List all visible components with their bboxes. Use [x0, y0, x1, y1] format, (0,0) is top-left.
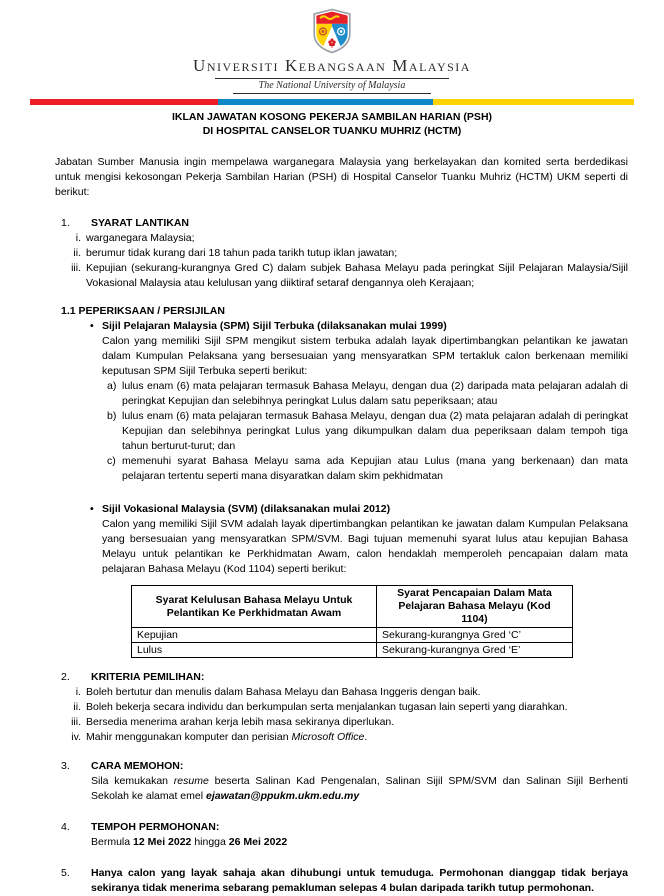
- list-marker: ii.: [73, 247, 81, 259]
- bullet-body: Calon yang memiliki Sijil SPM mengikut sistem terbuka adalah layak dipertimbangkan pelantikan ke jawatan dalam Kumpulan Pelaksana yang bersesuaian yang mensyaratkan SPM tertakluk calon berkenaan memiliki keputusan SPM Sijil Terbuka seperti berikut:: [102, 335, 628, 377]
- list-text: lulus enam (6) mata pelajaran termasuk Bahasa Melayu, dengan dua (2) daripada mata pelajaran adalah di peringkat Kepujian dan selebihnya peringkat Lulus dalam satu peperiksaan; atau: [122, 380, 628, 407]
- list-text: Bersedia menerima arahan kerja lebih masa sekiranya diperlukan.: [86, 716, 395, 728]
- table-header-cell: Syarat Kelulusan Bahasa Melayu Untuk Pelantikan Ke Perkhidmatan Awam: [132, 586, 377, 628]
- list-item: [55, 730, 628, 745]
- table-header-cell: Syarat Pencapaian Dalam Mata Pelajaran Bahasa Melayu (Kod 1104): [377, 586, 573, 628]
- intro-paragraph: Jabatan Sumber Manusia ingin mempelawa warganegara Malaysia yang berkelayakan dan komited serta berdedikasi untuk mengisi kekosongan Pekerja Sambilan Harian (PSH) di Hospital Canselor Tuanku Muhriz (HCTM) UKM seperti di berikut:: [55, 156, 628, 198]
- table-row: [132, 643, 573, 658]
- table-cell: Sekurang-kurangnya Gred ‘E’: [377, 643, 573, 658]
- bullet-icon: •: [90, 320, 94, 332]
- list-item: [102, 409, 628, 454]
- text-run: Sila kemukakan: [91, 775, 174, 787]
- list-text: [86, 730, 628, 745]
- text-run: beserta Salinan Kad Pengenalan, Salinan Sijil SPM/SVM dan Salinan Sijil Berhenti Sekolah ke alamat emel: [91, 775, 628, 802]
- table-cell: Kepujian: [132, 628, 377, 643]
- list-marker: iii.: [71, 262, 81, 274]
- section-syarat-lantikan: [55, 216, 628, 231]
- list-item: [55, 246, 628, 261]
- list-item: [55, 685, 628, 700]
- brand-bar-blue: [218, 99, 433, 105]
- section-notis: [55, 866, 628, 896]
- list-marker: b): [107, 410, 117, 422]
- list-text: Boleh bekerja secara individu dan berkumpulan serta menjalankan tugasan lain seperti yang diarahkan.: [86, 701, 568, 713]
- list-marker: c): [107, 455, 116, 467]
- section-peperiksaan: [61, 304, 628, 658]
- notice-text: Hanya calon yang layak sahaja akan dihubungi untuk temuduga. Permohonan dianggap tidak berjaya sekiranya tidak menerima sebarang pemakluman selepas 4 bulan daripada tarikh tutup permohonan.: [91, 867, 628, 894]
- bullet-title: Sijil Vokasional Malaysia (SVM) (dilaksanakan mulai 2012): [102, 503, 391, 515]
- text-run: Bermula: [91, 836, 134, 848]
- section-number: 2.: [61, 671, 70, 683]
- list-item: [55, 700, 628, 715]
- email-address: ejawatan@ppukm.ukm.edu.my: [205, 790, 360, 802]
- wordmark-rule: [215, 78, 449, 79]
- section-heading: SYARAT LANTIKAN: [91, 217, 190, 229]
- university-tagline: The National University of Malaysia: [258, 80, 406, 91]
- list-text: memenuhi syarat Bahasa Melayu sama ada Kepujian atau Lulus (mana yang berkenaan) dan mata pelajaran tertentu seperti mana disyaratkan dalam skim pekhidmatan: [122, 455, 628, 482]
- section-kriteria-pemilihan: [55, 670, 628, 685]
- list-item: [55, 261, 628, 291]
- wordmark-text: ALAYSIA: [408, 60, 471, 74]
- subsection-heading: 1.1 PEPERIKSAAN / PERSIJILAN: [61, 305, 225, 317]
- wordmark-letter: U: [193, 56, 207, 75]
- list-item: [102, 454, 628, 484]
- text-run: .: [364, 731, 368, 743]
- section-number: 3.: [61, 760, 70, 772]
- section-heading: CARA MEMOHON:: [91, 760, 184, 772]
- table-cell: Lulus: [132, 643, 377, 658]
- wordmark-text: NIVERSITI: [206, 60, 279, 74]
- list-marker: iv.: [71, 731, 81, 743]
- list-marker: ii.: [73, 701, 81, 713]
- section-number: 1.: [61, 217, 70, 229]
- section-cara-memohon: [55, 759, 628, 804]
- bullet-icon: •: [90, 503, 94, 515]
- document-title-line2: DI HOSPITAL CANSELOR TUANKU MUHRIZ (HCTM): [202, 125, 462, 137]
- list-text: Kepujian (sekurang-kurangnya Gred C) dalam subjek Bahasa Melayu pada peringkat Sijil Pelajaran Malaysia/Sijil Vokasional Malaysia atau kelulusan yang diiktiraf setaraf dengannya oleh Kerajaan;: [86, 262, 628, 289]
- list-item: [102, 379, 628, 409]
- wordmark-text: EBANGSAAN: [298, 60, 387, 74]
- document-body: [0, 155, 664, 896]
- text-run: hingga: [191, 836, 229, 848]
- syarat-list: [55, 231, 628, 291]
- brand-bar-yellow: [433, 99, 634, 105]
- table-cell: Sekurang-kurangnya Gred ‘C’: [377, 628, 573, 643]
- section-number: 4.: [61, 821, 70, 833]
- section-number: 5.: [61, 867, 70, 879]
- date-start: 12 Mei 2022: [133, 836, 192, 848]
- list-text: warganegara Malaysia;: [86, 232, 195, 244]
- bullet-spm: [90, 319, 628, 484]
- text-run-italic: Microsoft Office: [291, 731, 365, 743]
- list-item: [55, 231, 628, 246]
- document-title: [0, 110, 664, 138]
- section-tempoh-permohonan: [55, 820, 628, 850]
- brand-bar: [30, 99, 634, 105]
- ukm-crest-icon: [311, 8, 353, 54]
- list-marker: i.: [75, 232, 81, 244]
- list-marker: a): [107, 380, 117, 392]
- list-text: berumur tidak kurang dari 18 tahun pada tarikh tutup iklan jawatan;: [86, 247, 398, 259]
- table-header-row: [132, 586, 573, 628]
- brand-bar-red: [30, 99, 218, 105]
- list-marker: i.: [75, 686, 81, 698]
- letterhead: [0, 0, 664, 94]
- wordmark-letter: M: [392, 56, 409, 75]
- tagline-rule: [233, 93, 431, 94]
- university-wordmark: [0, 57, 664, 76]
- document-title-line1: IKLAN JAWATAN KOSONG PEKERJA SAMBILAN HARIAN (PSH): [171, 111, 493, 123]
- list-text: lulus enam (6) mata pelajaran termasuk Bahasa Melayu, dengan dua (2) mata pelajaran adalah di peringkat Kepujian dan selebihnya peringkat Lulus yang dikumpulkan dalam dua peperiksaan dalam tempoh tiga tahun berturut-turut; dan: [122, 410, 628, 452]
- bullet-svm: [90, 502, 628, 577]
- bahasa-melayu-requirements-table: [131, 585, 573, 658]
- date-end: 26 Mei 2022: [228, 836, 288, 848]
- section-heading: KRITERIA PEMILIHAN:: [91, 671, 205, 683]
- list-marker: iii.: [71, 716, 81, 728]
- section-paragraph: [91, 835, 628, 850]
- bullet-title: Sijil Pelajaran Malaysia (SPM) Sijil Terbuka (dilaksanakan mulai 1999): [102, 320, 447, 332]
- list-item: [55, 715, 628, 730]
- list-text: Boleh bertutur dan menulis dalam Bahasa Melayu dan Bahasa Inggeris dengan baik.: [86, 686, 481, 698]
- kriteria-list: [55, 685, 628, 745]
- section-heading: TEMPOH PERMOHONAN:: [91, 821, 220, 833]
- text-run: Mahir menggunakan komputer dan perisian: [86, 731, 292, 743]
- section-paragraph: [91, 774, 628, 804]
- bullet-body: Calon yang memiliki Sijil SVM adalah layak dipertimbangkan pelantikan ke jawatan dalam Kumpulan Pelaksana yang bersesuaian yang mensyaratkan SPM/SVM. Bagi tujuan memenuhi syarat lulus atau kepujian Bahasa Melayu untuk pelantikan ke Perkhidmatan Awam, calon hendaklah memperoleh pencapaian dalam mata pelajaran Bahasa Melayu (Kod 1104) seperti berikut:: [102, 518, 628, 575]
- table-row: [132, 628, 573, 643]
- wordmark-letter: K: [284, 56, 299, 75]
- text-run-italic: resume: [173, 775, 209, 787]
